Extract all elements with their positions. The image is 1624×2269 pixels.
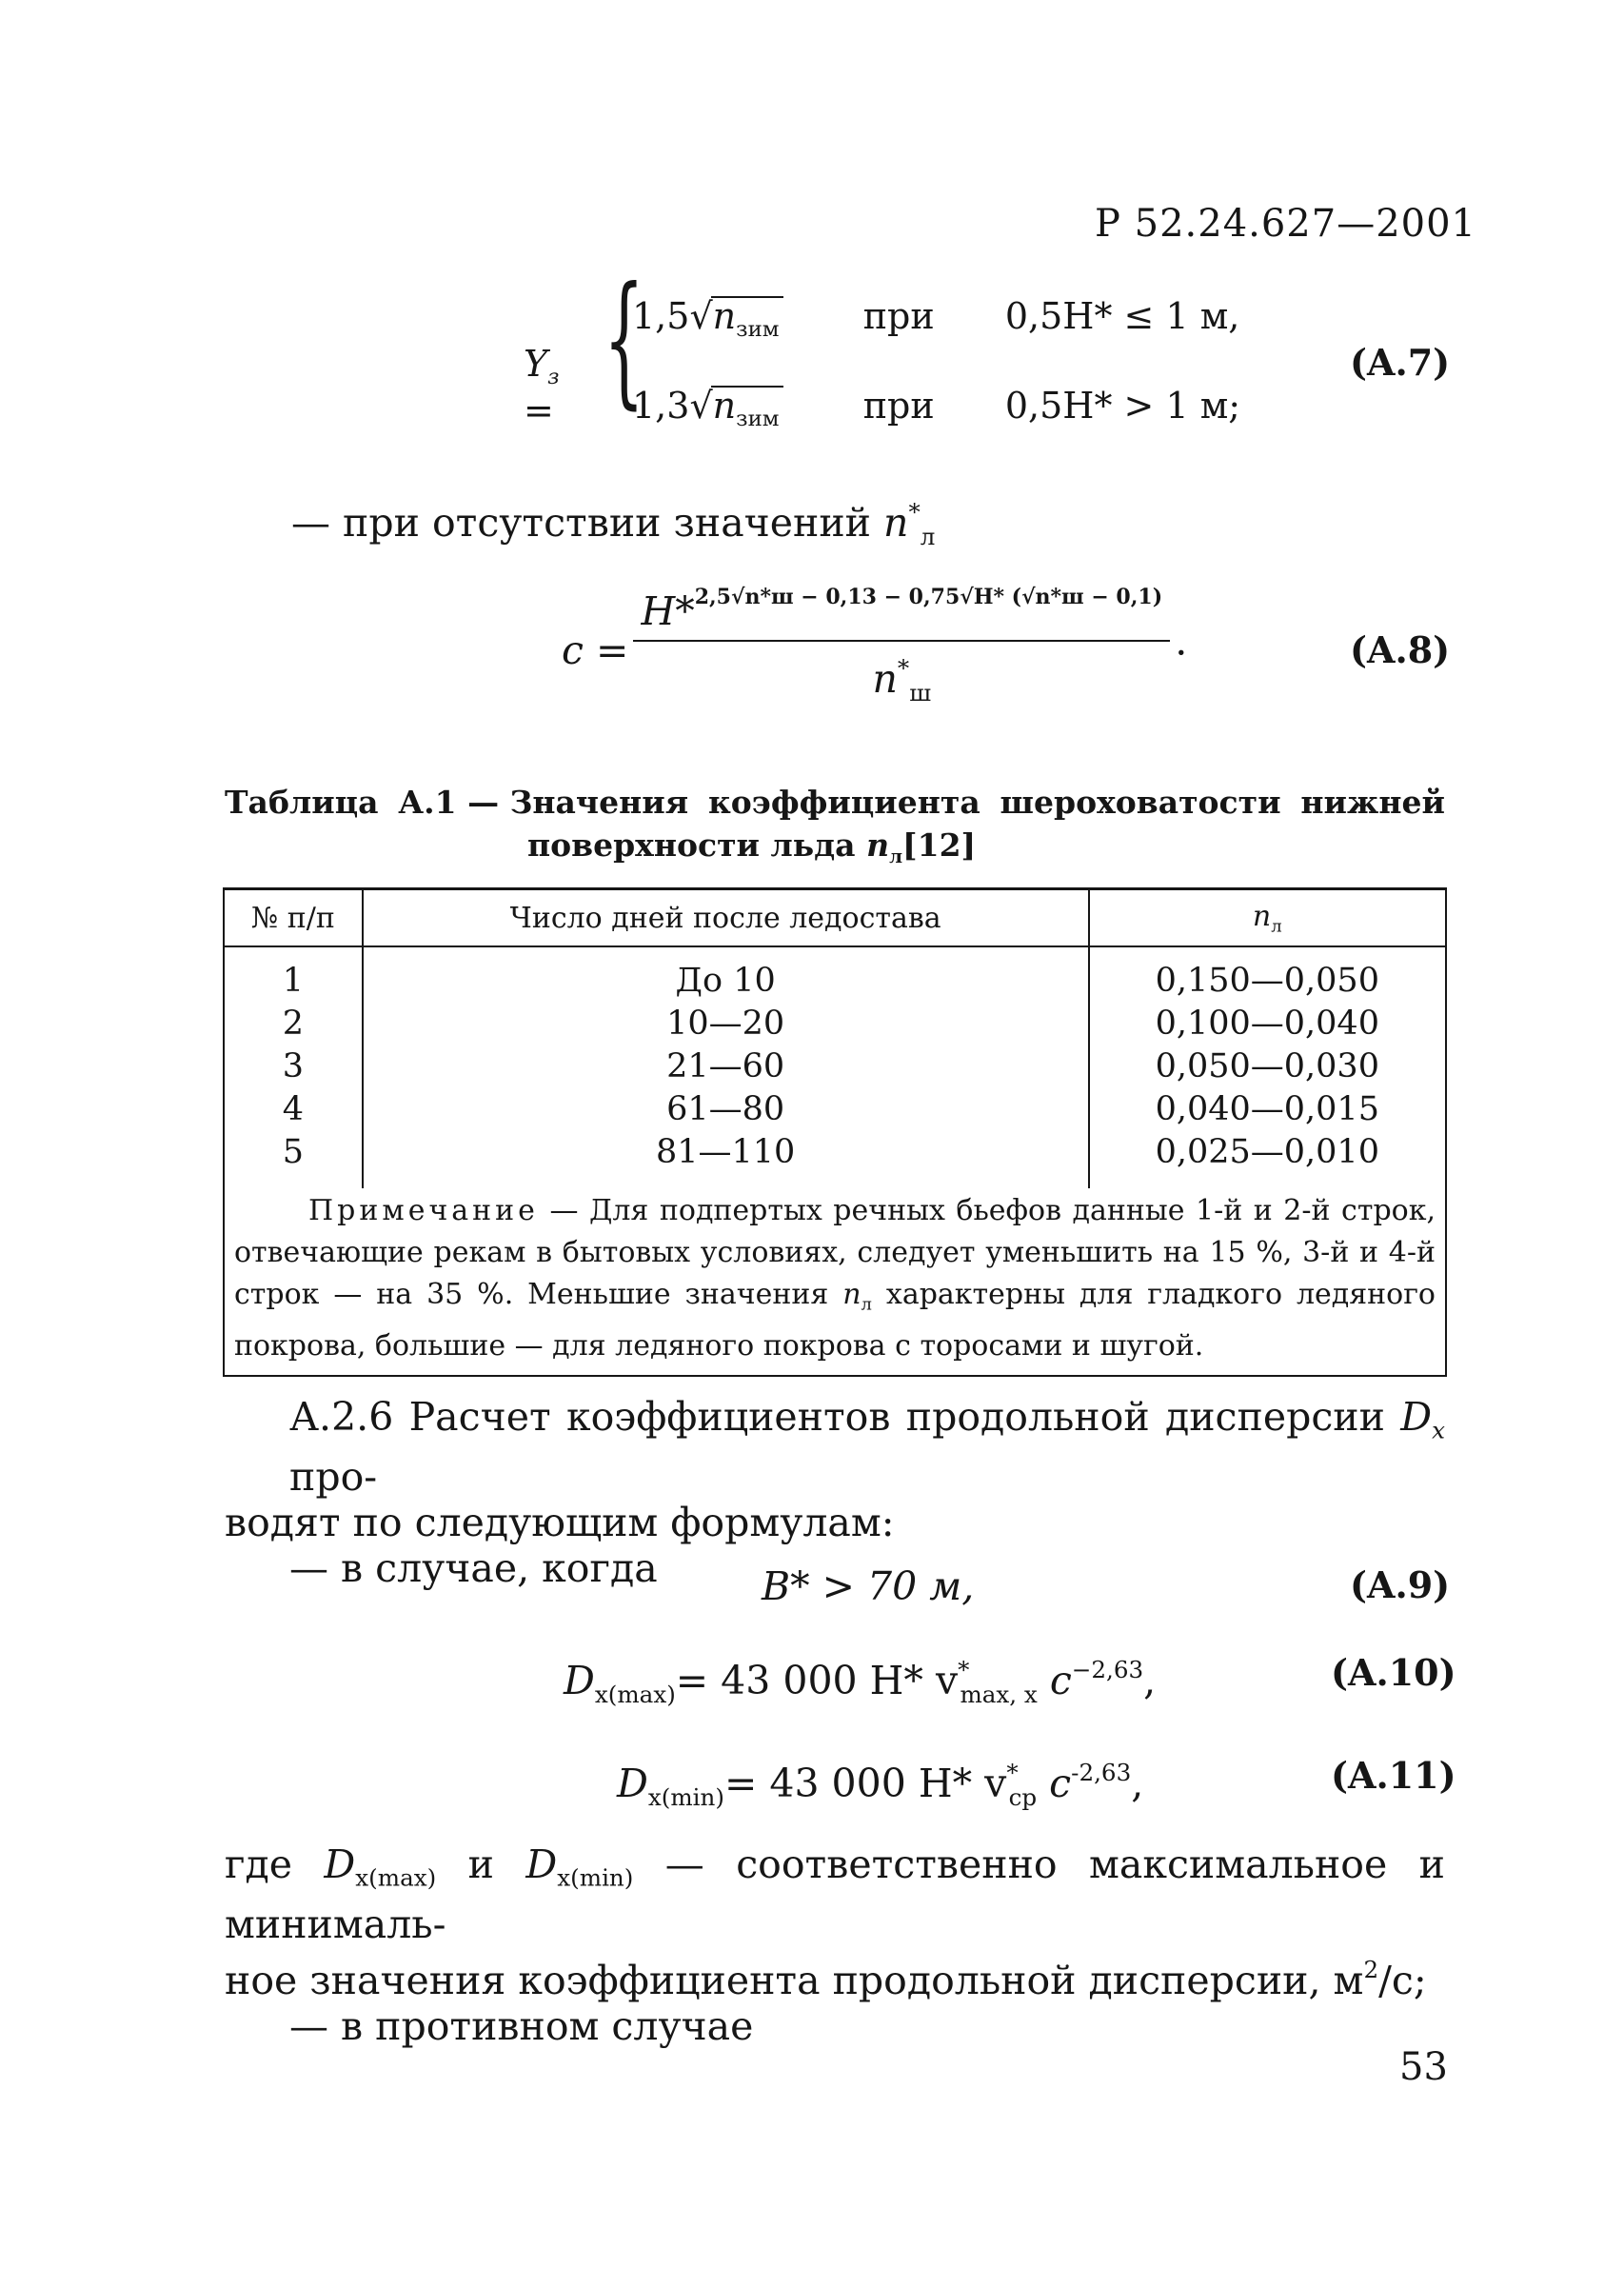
col-header-number: № п/п — [224, 889, 363, 947]
eq-a8-label: (A.8) — [1350, 628, 1451, 671]
equation-a8: c = $\frac{H*2,5√n*ш - 0,13 - 0,75√H* (√n*ш - 0,1)}{n^*_ш}$ . — [562, 585, 1187, 716]
eq-a11-label: (A.11) — [1331, 1754, 1456, 1797]
eq-a7-label: (A.7) — [1350, 341, 1451, 384]
cell-n-value: 0,100—0,040 — [1089, 1002, 1446, 1045]
cell-days: 10—20 — [363, 1002, 1089, 1045]
cell-number: 4 — [224, 1087, 363, 1130]
cell-n-value: 0,050—0,030 — [1089, 1045, 1446, 1087]
col-header-n: $n_л$ — [1089, 889, 1446, 947]
where-line3: — в противном случае — [289, 2002, 754, 2049]
cell-number: 1 — [224, 946, 363, 1002]
equation-a9: B* > 70 м, — [762, 1563, 975, 1609]
cell-days: До 10 — [363, 946, 1089, 1002]
col-header-days: Число дней после ледостава — [363, 889, 1089, 947]
eq-a7-case1: $1,5√n_{зим}$ при 0,5H* ≤ 1 м, — [632, 295, 1240, 342]
eq-a7-case2: $1,3√n_{зим}$ при 0,5H* > 1 м; — [632, 385, 1241, 431]
table-row — [224, 1045, 1446, 1087]
table-note: Примечание — Для подпертых речных бьефов данные 1-й и 2-й строк, отвечающие рекам в бытовых условиях, следует уменьшить на 15 %, 3-й и 4-й строк — на 35 %. Меньшие значения $n_л$ характерны для гладкого ледяного покрова, большие — для ледяного покрова с торосами и шугой. — [223, 1184, 1447, 1377]
table-row — [224, 1087, 1446, 1130]
text-no-values: — при отсутствии значений $n^*_л$ — [291, 498, 936, 550]
cell-days: 61—80 — [363, 1087, 1089, 1130]
cell-n-value: 0,040—0,015 — [1089, 1087, 1446, 1130]
eq-a8-num-base: H* — [641, 588, 695, 634]
equation-a10: $D_{x(max)}= 43$ 000 H* $v^*_{max, x}$ $c^{-2,63}$, — [564, 1656, 1157, 1708]
section-a26-paragraph: А.2.6 Расчет коэффициентов продольной дисперсии $D_x$ про- водят по следующим формулам: — в случае, когда — [225, 1394, 1445, 1591]
cell-n-value: 0,025—0,010 — [1089, 1130, 1446, 1188]
equation-a11: $D_{x(min)}= 43$ 000 H* $v^*_{ср}$ $c^{-2,63}$, — [617, 1759, 1144, 1811]
eq-a7-brace: { — [604, 257, 644, 423]
eq-a9-label: (A.9) — [1350, 1563, 1451, 1606]
section-a26-line2: водят по следующим формулам: — [225, 1499, 895, 1545]
note-label: Примечание — [308, 1194, 539, 1227]
table-row — [224, 1130, 1446, 1188]
eq-a8-den-var: n — [872, 656, 898, 703]
table-a1 — [223, 887, 1447, 1188]
table-row — [224, 946, 1446, 1002]
cell-number: 3 — [224, 1045, 363, 1087]
section-a26-line3: — в случае, когда — [289, 1544, 658, 1591]
eq-a8-num-exponent: 2,5√n*ш − 0,13 − 0,75√H* (√n*ш − 0,1) — [694, 585, 1163, 609]
table-header-row — [224, 889, 1446, 947]
eq-a7-lhs: $Y_з$ = — [524, 343, 560, 431]
cell-days: 81—110 — [363, 1130, 1089, 1188]
table-caption: Таблица А.1 — Значения коэффициента шероховатости нижней поверхности льда $n_л[12]$ — [225, 784, 1445, 867]
eq-a8-fraction: $\frac{H*2,5√n*ш - 0,13 - 0,75√H* (√n*ш - 0,1)}{n^*_ш}$ — [633, 585, 1170, 716]
cell-days: 21—60 — [363, 1045, 1089, 1087]
document-code: Р 52.24.627—2001 — [1095, 202, 1476, 246]
where-paragraph: где $D_{x(max)}$ и $D_{x(min)}$ — соответственно максимальное и минималь- ное значения коэффициента продольной дисперсии, $м^2/с$; — в противном случае — [225, 1841, 1445, 2049]
table-row — [224, 1002, 1446, 1045]
cell-number: 2 — [224, 1002, 363, 1045]
eq-a10-label: (A.10) — [1331, 1651, 1456, 1694]
cell-n-value: 0,150—0,050 — [1089, 946, 1446, 1002]
page-number: 53 — [1399, 2045, 1448, 2089]
cell-number: 5 — [224, 1130, 363, 1188]
eq-a8-lhs: c = — [562, 627, 629, 673]
